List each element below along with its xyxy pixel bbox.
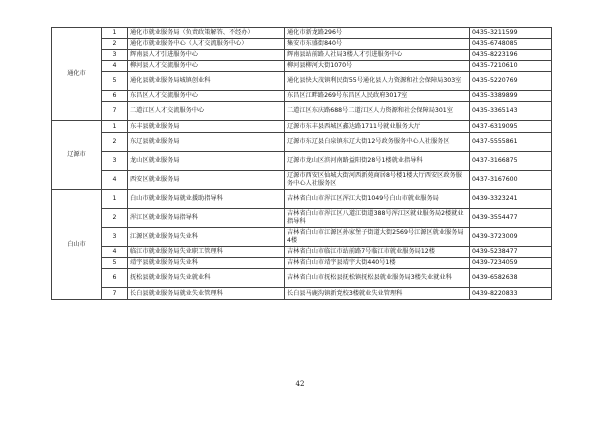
office-name-cell: 通化市就业服务中心（人才交流服务中心） <box>128 39 285 50</box>
phone-cell: 0439-3554477 <box>470 209 552 228</box>
address-cell: 集安市东盛街840号 <box>285 39 470 50</box>
row-number-cell: 2 <box>102 133 128 152</box>
table-row <box>52 247 552 258</box>
phone-cell: 0435-5220769 <box>470 72 552 91</box>
office-name-cell: 浑江区就业服务局指导科 <box>128 209 285 228</box>
table-row <box>52 269 552 288</box>
table-row <box>52 91 552 102</box>
address-cell: 通化县快大茂镇利民街55号通化县人力资源和社会保障局303室 <box>285 72 470 91</box>
address-cell: 吉林省白山市靖宇县靖宇大街440号1楼 <box>285 258 470 269</box>
table-row <box>52 61 552 72</box>
table-row <box>52 39 552 50</box>
phone-cell: 0439-5238477 <box>470 247 552 258</box>
address-cell: 辽源市龙山区滨河南路益阳街28号1楼就业指导科 <box>285 152 470 171</box>
office-name-cell: 辉南县人才引进服务中心 <box>128 50 285 61</box>
table-row <box>52 228 552 247</box>
table-row <box>52 50 552 61</box>
office-name-cell: 江源区就业服务局失业科 <box>128 228 285 247</box>
phone-cell: 0435-3365143 <box>470 102 552 121</box>
row-number-cell: 4 <box>102 247 128 258</box>
phone-cell: 0439-6582638 <box>470 269 552 288</box>
row-number-cell: 3 <box>102 152 128 171</box>
row-number-cell: 4 <box>102 171 128 190</box>
phone-cell: 0439-7234059 <box>470 258 552 269</box>
phone-cell: 0435-3211599 <box>470 28 552 39</box>
table-row <box>52 121 552 133</box>
office-name-cell: 抚松县就业服务局失业就业科 <box>128 269 285 288</box>
table-row <box>52 209 552 228</box>
row-number-cell: 1 <box>102 28 128 39</box>
office-name-cell: 通化市就业服务局（负责政策解答、不经办） <box>128 28 285 39</box>
phone-cell: 0439-3723009 <box>470 228 552 247</box>
row-number-cell: 7 <box>102 288 128 300</box>
table-row <box>52 190 552 209</box>
row-number-cell: 1 <box>102 121 128 133</box>
address-cell: 吉林省白山市江源区孙家堡子街道大街2569号江源区就业服务局4楼 <box>285 228 470 247</box>
row-number-cell: 5 <box>102 72 128 91</box>
phone-cell: 0435-7210610 <box>470 61 552 72</box>
office-name-cell: 二道江区人才交流服务中心 <box>128 102 285 121</box>
office-name-cell: 通化县就业服务局城镇创业科 <box>128 72 285 91</box>
address-cell: 通化市新龙路296号 <box>285 28 470 39</box>
phone-cell: 0435-8223196 <box>470 50 552 61</box>
table-row <box>52 133 552 152</box>
address-cell: 辽源市西安区仙城大街河西新苑商居8号楼1楼大厅西安区政务服务中心人社服务区 <box>285 171 470 190</box>
address-cell: 吉林省白山市抚松县抚松镇抚松县就业服务局3楼失业就业科 <box>285 269 470 288</box>
office-name-cell: 长白县就业服务局就业失业管理科 <box>128 288 285 300</box>
row-number-cell: 2 <box>102 39 128 50</box>
table-row <box>52 102 552 121</box>
office-name-cell: 东丰县就业服务局 <box>128 121 285 133</box>
phone-cell: 0439-8220833 <box>470 288 552 300</box>
office-name-cell: 临江市就业服务局失业职工管理科 <box>128 247 285 258</box>
phone-cell: 0437-3167600 <box>470 171 552 190</box>
table-row <box>52 28 552 39</box>
row-number-cell: 6 <box>102 269 128 288</box>
address-cell: 吉林省白山市临江市站前路7号临江市就业服务局12楼 <box>285 247 470 258</box>
office-name-cell: 龙山区就业服务局 <box>128 152 285 171</box>
address-cell: 吉林省白山市浑江区八道江街道388号浑江区就业服务局2楼就业指导科 <box>285 209 470 228</box>
phone-cell: 0435-6748085 <box>470 39 552 50</box>
row-number-cell: 2 <box>102 209 128 228</box>
office-name-cell: 柳河县人才交流服务中心 <box>128 61 285 72</box>
page-number: 42 <box>295 380 305 388</box>
office-name-cell: 东昌区人才交流服务中心 <box>128 91 285 102</box>
city-cell: 通化市 <box>52 28 102 121</box>
row-number-cell: 3 <box>102 228 128 247</box>
office-name-cell: 西安区就业服务局 <box>128 171 285 190</box>
address-cell: 二道江区东庆路688号二道江区人力资源和社会保障局301室 <box>285 102 470 121</box>
directory-table <box>51 27 552 300</box>
row-number-cell: 4 <box>102 61 128 72</box>
address-cell: 辉南县站前路人社局3楼人才引进服务中心 <box>285 50 470 61</box>
phone-cell: 0435-3389899 <box>470 91 552 102</box>
row-number-cell: 3 <box>102 50 128 61</box>
city-cell: 辽源市 <box>52 121 102 190</box>
row-number-cell: 1 <box>102 190 128 209</box>
phone-cell: 0437-6319095 <box>470 121 552 133</box>
office-name-cell: 白山市就业服务局就业援助指导科 <box>128 190 285 209</box>
phone-cell: 0437-3166875 <box>470 152 552 171</box>
row-number-cell: 6 <box>102 91 128 102</box>
phone-cell: 0439-3323241 <box>470 190 552 209</box>
office-name-cell: 东辽县就业服务局 <box>128 133 285 152</box>
row-number-cell: 5 <box>102 258 128 269</box>
address-cell: 长白县马鹿沟镇新党校3楼就业失业管理科 <box>285 288 470 300</box>
address-cell: 辽源市东丰县西城区鑫达路1711号就业服务大厅 <box>285 121 470 133</box>
table-row <box>52 72 552 91</box>
city-cell: 白山市 <box>52 190 102 300</box>
table-row <box>52 171 552 190</box>
directory-body <box>52 28 552 300</box>
table-row <box>52 258 552 269</box>
office-name-cell: 靖宇县就业服务局失业科 <box>128 258 285 269</box>
address-cell: 辽源市东辽县白泉镇东辽大街12号政务服务中心人社服务区 <box>285 133 470 152</box>
address-cell: 柳河县柳河大街1070号 <box>285 61 470 72</box>
phone-cell: 0437-5555861 <box>470 133 552 152</box>
address-cell: 东昌区江畔路269号东昌区人民政府3017室 <box>285 91 470 102</box>
table-row <box>52 288 552 300</box>
table-row <box>52 152 552 171</box>
row-number-cell: 7 <box>102 102 128 121</box>
address-cell: 吉林省白山市浑江区浑江大街1049号白山市就业服务局 <box>285 190 470 209</box>
